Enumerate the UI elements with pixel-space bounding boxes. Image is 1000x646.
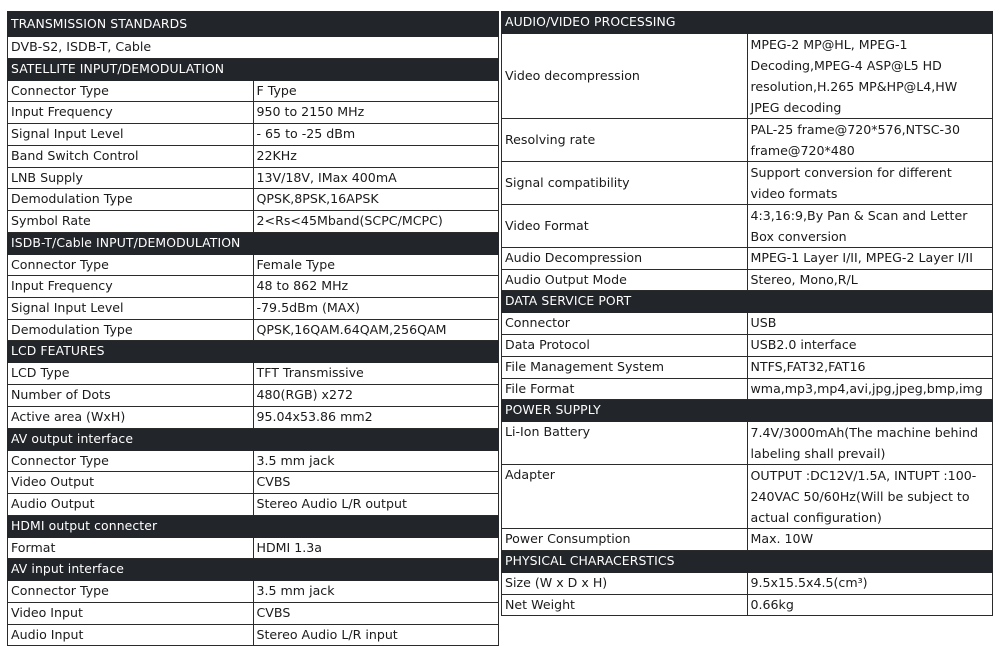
spec-row [502, 335, 993, 357]
spec-label: Audio Decompression [502, 248, 748, 270]
spec-row [502, 205, 993, 248]
spec-value: USB [747, 313, 993, 335]
spec-value: 9.5x15.5x4.5(cm³) [747, 572, 993, 594]
section-header-satellite [8, 58, 499, 80]
spec-row [8, 537, 499, 559]
spec-label: Signal Input Level [8, 124, 254, 146]
spec-value: - 65 to -25 dBm [253, 124, 499, 146]
spec-value: 2<Rs<45Mband(SCPC/MCPC) [253, 210, 499, 232]
section-header-isdbt [8, 232, 499, 254]
spec-label: Connector Type [8, 80, 254, 102]
section-title: PHYSICAL CHARACERSTICS [502, 550, 993, 572]
spec-row [8, 603, 499, 625]
section-header-lcd [8, 341, 499, 363]
spec-label: Number of Dots [8, 385, 254, 407]
spec-label: Data Protocol [502, 335, 748, 357]
spec-label: Adapter [502, 465, 748, 529]
spec-row [8, 298, 499, 320]
spec-row [502, 422, 993, 465]
spec-label: LCD Type [8, 363, 254, 385]
spec-label: Demodulation Type [8, 189, 254, 211]
spec-value: Max. 10W [747, 529, 993, 551]
spec-label: Connector Type [8, 254, 254, 276]
section-title: ISDB-T/Cable INPUT/DEMODULATION [8, 232, 499, 254]
spec-label: Video Input [8, 603, 254, 625]
spec-row [502, 378, 993, 400]
spec-label: Audio Output [8, 493, 254, 515]
spec-row [8, 450, 499, 472]
spec-label: Li-Ion Battery [502, 422, 748, 465]
spec-row [8, 80, 499, 102]
spec-value: MPEG-1 Layer I/II, MPEG-2 Layer I/II [747, 248, 993, 270]
spec-value: Female Type [253, 254, 499, 276]
spec-value: Support conversion for different video formats [747, 162, 993, 205]
spec-row [8, 254, 499, 276]
spec-value: CVBS [253, 603, 499, 625]
section-title: DATA SERVICE PORT [502, 291, 993, 313]
spec-row [502, 313, 993, 335]
section-header-transmission [8, 12, 499, 37]
spec-label: Power Consumption [502, 529, 748, 551]
spec-label: Active area (WxH) [8, 406, 254, 428]
spec-value: NTFS,FAT32,FAT16 [747, 356, 993, 378]
spec-row [502, 119, 993, 162]
spec-label: Input Frequency [8, 102, 254, 124]
spec-row [502, 34, 993, 119]
spec-label: Demodulation Type [8, 319, 254, 341]
spec-row [8, 363, 499, 385]
spec-label: Resolving rate [502, 119, 748, 162]
spec-value: QPSK,8PSK,16APSK [253, 189, 499, 211]
spec-label: Format [8, 537, 254, 559]
spec-row [502, 465, 993, 529]
spec-row [8, 167, 499, 189]
spec-value: -79.5dBm (MAX) [253, 298, 499, 320]
spec-label: Video Format [502, 205, 748, 248]
spec-row [8, 624, 499, 646]
section-title: SATELLITE INPUT/DEMODULATION [8, 58, 499, 80]
spec-row [502, 356, 993, 378]
spec-row [502, 572, 993, 594]
spec-label: Video decompression [502, 34, 748, 119]
spec-row [8, 319, 499, 341]
section-header-data-port [502, 291, 993, 313]
spec-label: Signal Input Level [8, 298, 254, 320]
spec-value: PAL-25 frame@720*576,NTSC-30 frame@720*480 [747, 119, 993, 162]
spec-value: 950 to 2150 MHz [253, 102, 499, 124]
spec-value: 48 to 862 MHz [253, 276, 499, 298]
spec-label: Connector Type [8, 450, 254, 472]
section-header-hdmi [8, 515, 499, 537]
section-title: AV input interface [8, 559, 499, 581]
section-title: POWER SUPPLY [502, 400, 993, 422]
spec-row [502, 594, 993, 616]
right-spec-column [501, 11, 993, 616]
spec-row [502, 529, 993, 551]
spec-value: Stereo Audio L/R input [253, 624, 499, 646]
spec-row [8, 37, 499, 59]
spec-row [8, 102, 499, 124]
section-header-physical [502, 550, 993, 572]
spec-value: DVB-S2, ISDB-T, Cable [8, 37, 499, 59]
spec-row [8, 145, 499, 167]
spec-label: Net Weight [502, 594, 748, 616]
spec-row [502, 248, 993, 270]
spec-label: File Management System [502, 356, 748, 378]
spec-row [8, 406, 499, 428]
right-spec-table [501, 11, 993, 616]
spec-label: Audio Input [8, 624, 254, 646]
spec-label: Video Output [8, 472, 254, 494]
section-title: LCD FEATURES [8, 341, 499, 363]
spec-value: HDMI 1.3a [253, 537, 499, 559]
spec-value: 3.5 mm jack [253, 450, 499, 472]
spec-label: LNB Supply [8, 167, 254, 189]
section-title: AUDIO/VIDEO PROCESSING [502, 12, 993, 34]
spec-value: CVBS [253, 472, 499, 494]
spec-row [8, 493, 499, 515]
spec-value: MPEG-2 MP@HL, MPEG-1 Decoding,MPEG-4 ASP@L5 HD resolution,H.265 MP&HP@L4,HW JPEG decoding [747, 34, 993, 119]
spec-row [502, 269, 993, 291]
spec-value: 3.5 mm jack [253, 581, 499, 603]
spec-label: Connector Type [8, 581, 254, 603]
spec-value: 4:3,16:9,By Pan & Scan and Letter Box conversion [747, 205, 993, 248]
spec-label: Symbol Rate [8, 210, 254, 232]
spec-value: 22KHz [253, 145, 499, 167]
spec-value: F Type [253, 80, 499, 102]
spec-row [8, 189, 499, 211]
spec-value: 13V/18V, IMax 400mA [253, 167, 499, 189]
spec-row [8, 276, 499, 298]
spec-value: TFT Transmissive [253, 363, 499, 385]
spec-value: 0.66kg [747, 594, 993, 616]
spec-label: Audio Output Mode [502, 269, 748, 291]
spec-value: 95.04x53.86 mm2 [253, 406, 499, 428]
section-header-av-processing [502, 12, 993, 34]
spec-label: File Format [502, 378, 748, 400]
section-title: TRANSMISSION STANDARDS [8, 12, 499, 37]
spec-row [8, 472, 499, 494]
left-spec-table [7, 11, 499, 646]
spec-row [8, 385, 499, 407]
spec-row [8, 581, 499, 603]
section-header-av-output [8, 428, 499, 450]
section-header-av-input [8, 559, 499, 581]
spec-value: OUTPUT :DC12V/1.5A, INTUPT :100-240VAC 50/60Hz(Will be subject to actual configuration) [747, 465, 993, 529]
spec-label: Signal compatibility [502, 162, 748, 205]
spec-value: QPSK,16QAM.64QAM,256QAM [253, 319, 499, 341]
spec-row [502, 162, 993, 205]
spec-row [8, 210, 499, 232]
spec-label: Input Frequency [8, 276, 254, 298]
spec-value: 7.4V/3000mAh(The machine behind labeling shall prevail) [747, 422, 993, 465]
spec-value: Stereo, Mono,R/L [747, 269, 993, 291]
spec-value: Stereo Audio L/R output [253, 493, 499, 515]
left-spec-column [7, 11, 499, 646]
spec-value: wma,mp3,mp4,avi,jpg,jpeg,bmp,img [747, 378, 993, 400]
spec-label: Connector [502, 313, 748, 335]
section-title: AV output interface [8, 428, 499, 450]
spec-label: Band Switch Control [8, 145, 254, 167]
spec-row [8, 124, 499, 146]
section-header-power [502, 400, 993, 422]
spec-label: Size (W x D x H) [502, 572, 748, 594]
spec-value: USB2.0 interface [747, 335, 993, 357]
spec-value: 480(RGB) x272 [253, 385, 499, 407]
section-title: HDMI output connecter [8, 515, 499, 537]
